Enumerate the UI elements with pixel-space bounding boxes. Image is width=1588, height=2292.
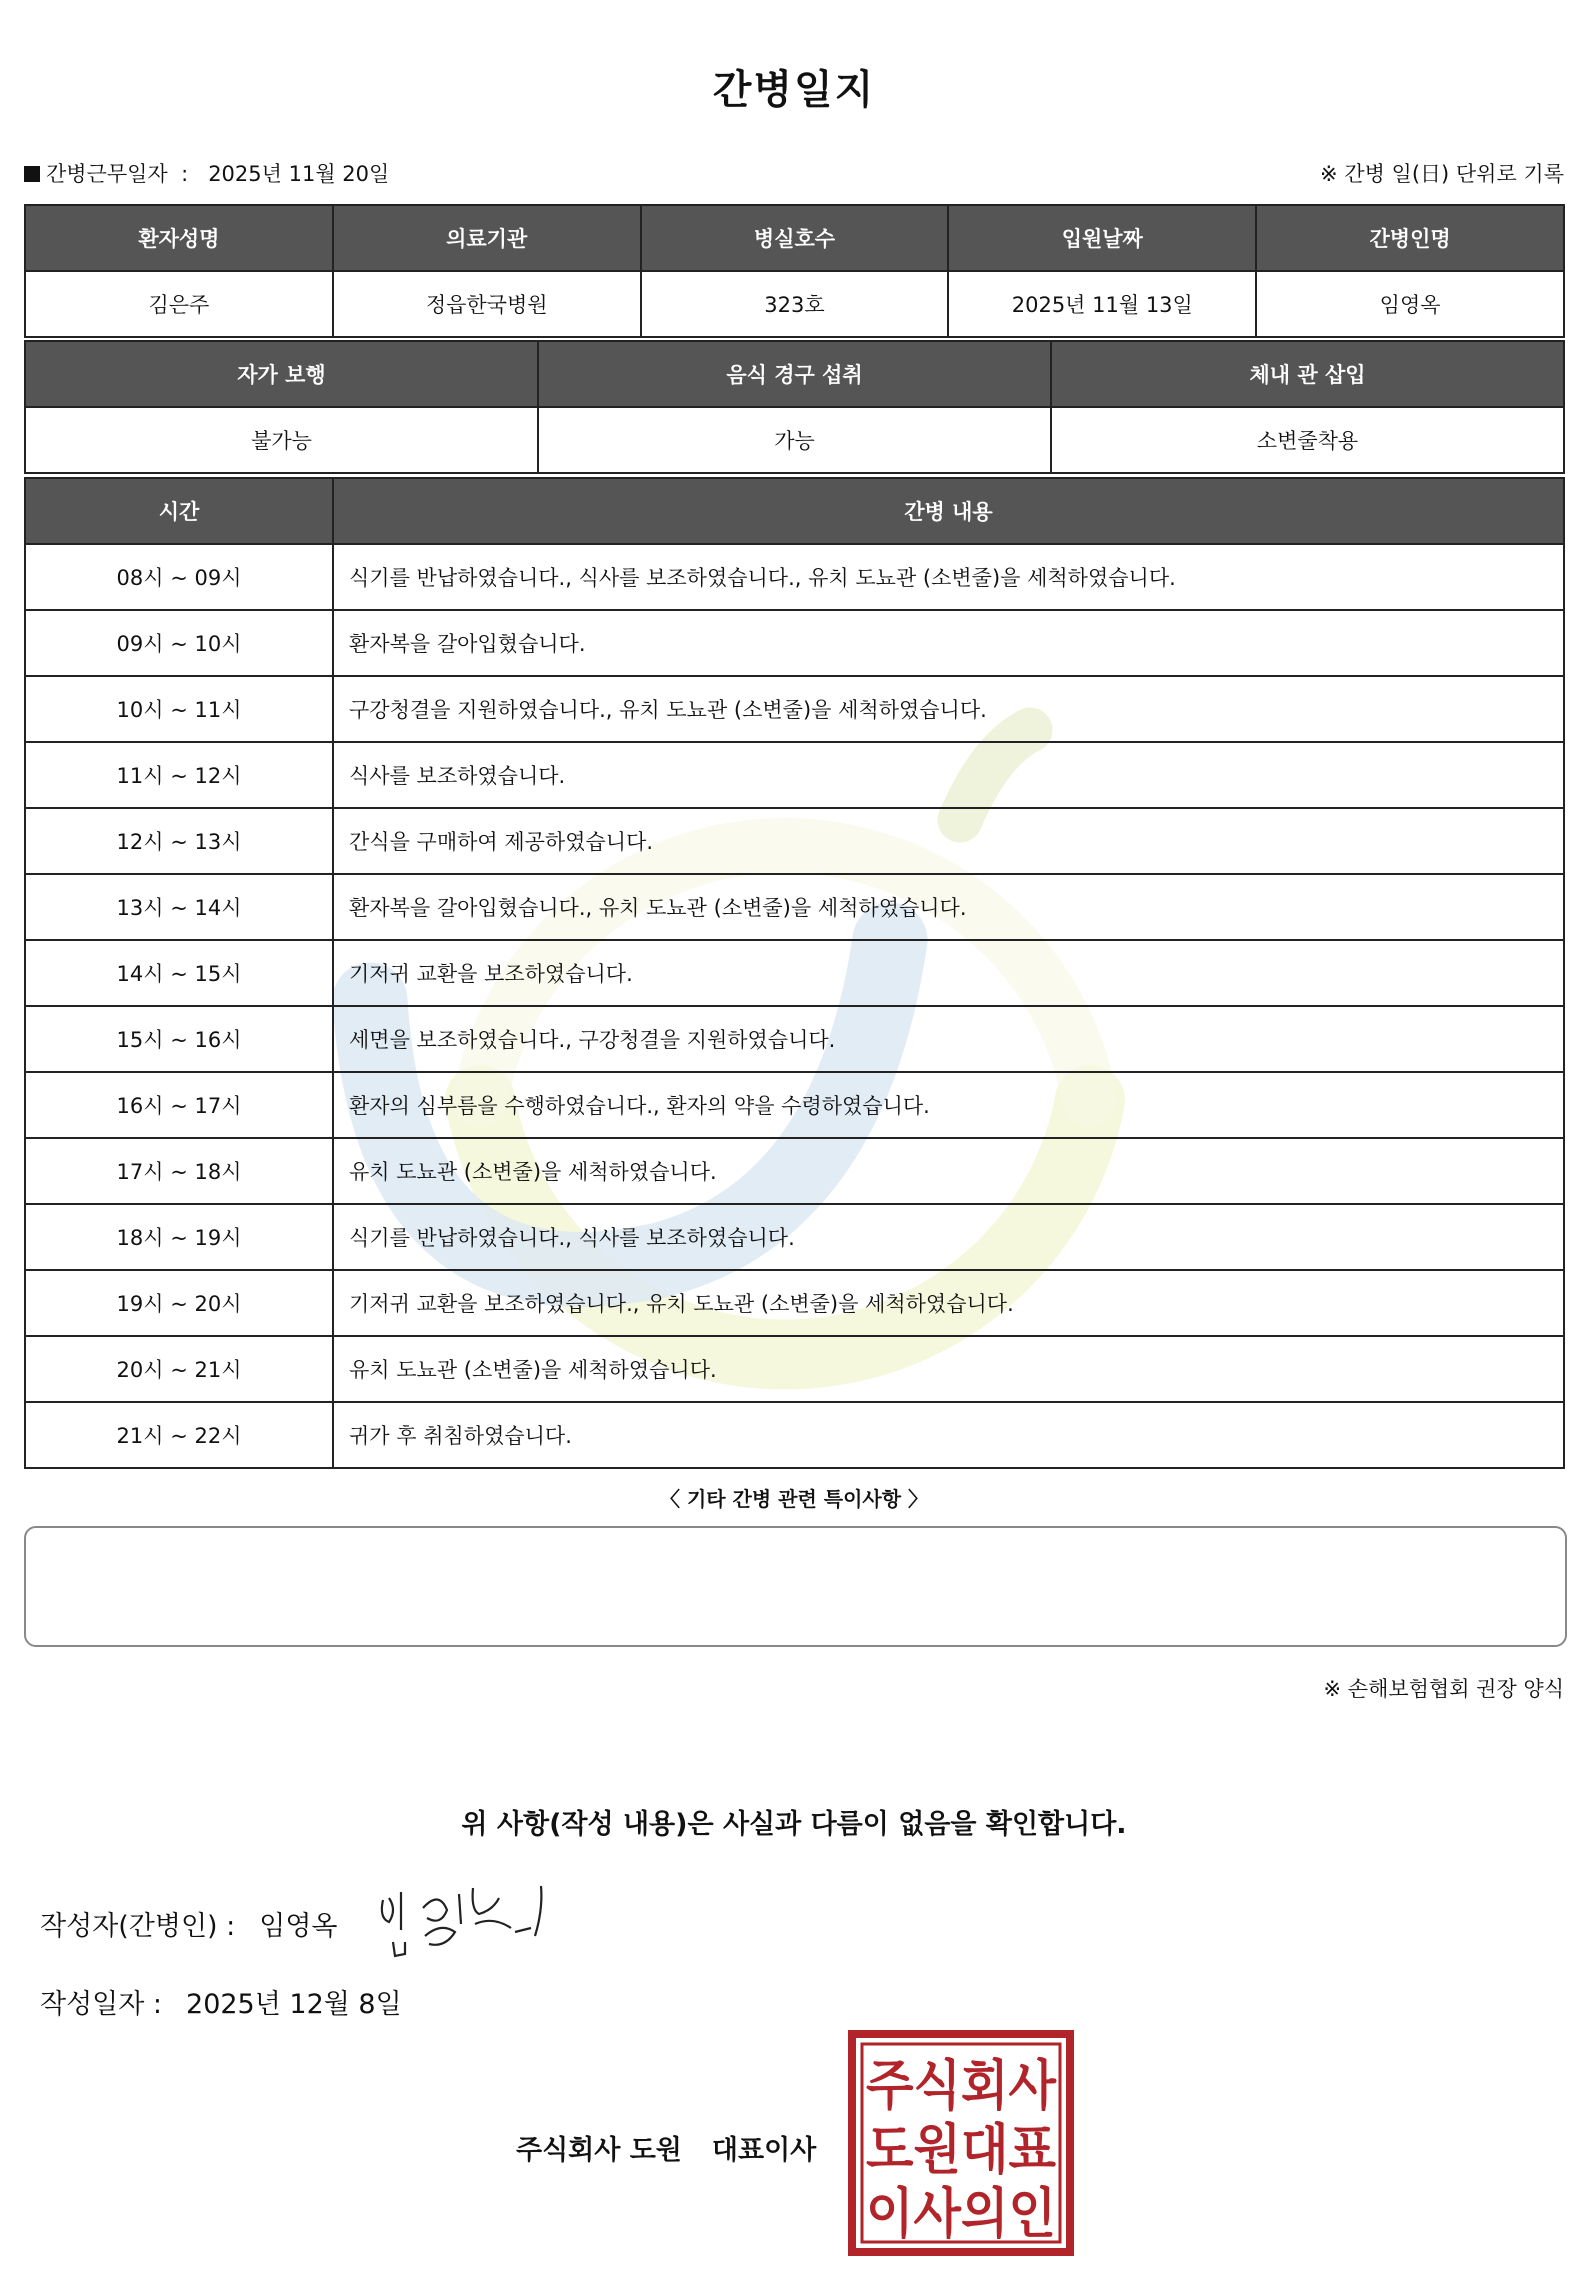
writer-name: 임영옥 — [259, 1911, 338, 1942]
log-header-row — [25, 478, 1564, 544]
log-time: 18시 ~ 19시 — [25, 1204, 333, 1270]
self-walking-value: 불가능 — [25, 407, 538, 473]
log-row — [25, 1204, 1564, 1270]
log-time: 14시 ~ 15시 — [25, 940, 333, 1006]
log-time: 16시 ~ 17시 — [25, 1072, 333, 1138]
log-content: 세면을 보조하였습니다., 구강청결을 지원하였습니다. — [333, 1006, 1564, 1072]
write-date-label: 작성일자 : — [40, 1989, 163, 2020]
log-time: 19시 ~ 20시 — [25, 1270, 333, 1336]
seal-text-line: 도원대표 — [866, 2118, 1056, 2181]
log-time: 09시 ~ 10시 — [25, 610, 333, 676]
write-date-line — [40, 1982, 402, 2021]
header-caregiver-name: 간병인명 — [1256, 205, 1564, 271]
header-room: 병실호수 — [641, 205, 949, 271]
header-time: 시간 — [25, 478, 333, 544]
remarks-box — [24, 1526, 1567, 1647]
remarks-title: 〈 기타 간병 관련 특이사항 〉 — [659, 1487, 928, 1511]
header-patient-name: 환자성명 — [25, 205, 333, 271]
log-row — [25, 676, 1564, 742]
log-row — [25, 808, 1564, 874]
log-time: 08시 ~ 09시 — [25, 544, 333, 610]
log-content: 간식을 구매하여 제공하였습니다. — [333, 808, 1564, 874]
tube-insertion-value: 소변줄착용 — [1051, 407, 1564, 473]
seal-text-line: 이사의인 — [866, 2182, 1056, 2245]
log-time: 13시 ~ 14시 — [25, 874, 333, 940]
log-content: 기저귀 교환을 보조하였습니다., 유치 도뇨관 (소변줄)을 세척하였습니다. — [333, 1270, 1564, 1336]
log-row — [25, 1402, 1564, 1468]
log-content: 식기를 반납하였습니다., 식사를 보조하였습니다. — [333, 1204, 1564, 1270]
log-time: 11시 ~ 12시 — [25, 742, 333, 808]
company-line — [516, 2128, 816, 2167]
hospital-name: 정읍한국병원 — [333, 271, 641, 337]
log-content: 유치 도뇨관 (소변줄)을 세척하였습니다. — [333, 1336, 1564, 1402]
writer-label: 작성자(간병인) : — [40, 1911, 236, 1942]
form-note: ※ 손해보험협회 권장 양식 — [1323, 1677, 1564, 1701]
log-row — [25, 1336, 1564, 1402]
work-date-value: 2025년 11월 20일 — [208, 162, 390, 186]
log-content: 환자복을 갈아입혔습니다., 유치 도뇨관 (소변줄)을 세척하였습니다. — [333, 874, 1564, 940]
confirmation-statement: 위 사항(작성 내용)은 사실과 다름이 없음을 확인합니다. — [461, 1809, 1127, 1840]
log-time: 17시 ~ 18시 — [25, 1138, 333, 1204]
log-content: 환자의 심부름을 수행하였습니다., 환자의 약을 수령하였습니다. — [333, 1072, 1564, 1138]
patient-status-table — [24, 340, 1565, 474]
patient-value-row — [25, 271, 1564, 337]
log-time: 20시 ~ 21시 — [25, 1336, 333, 1402]
log-content: 귀가 후 취침하였습니다. — [333, 1402, 1564, 1468]
log-content: 식기를 반납하였습니다., 식사를 보조하였습니다., 유치 도뇨관 (소변줄)을 세척하였습니다. — [333, 544, 1564, 610]
handwritten-signature — [375, 1870, 555, 1970]
patient-header-row — [25, 205, 1564, 271]
header-oral-intake: 음식 경구 섭취 — [538, 341, 1051, 407]
unit-note: ※ 간병 일(日) 단위로 기록 — [1320, 162, 1564, 186]
header-self-walking: 자가 보행 — [25, 341, 538, 407]
patient-name: 김은주 — [25, 271, 333, 337]
log-content: 환자복을 갈아입혔습니다. — [333, 610, 1564, 676]
log-content: 유치 도뇨관 (소변줄)을 세척하였습니다. — [333, 1138, 1564, 1204]
log-row — [25, 544, 1564, 610]
log-content: 기저귀 교환을 보조하였습니다. — [333, 940, 1564, 1006]
writer-line — [40, 1904, 338, 1943]
caregiver-name: 임영옥 — [1256, 271, 1564, 337]
log-row — [25, 1072, 1564, 1138]
header-hospital: 의료기관 — [333, 205, 641, 271]
status-value-row — [25, 407, 1564, 473]
log-time: 10시 ~ 11시 — [25, 676, 333, 742]
work-date-separator: : — [181, 162, 189, 186]
log-content: 식사를 보조하였습니다. — [333, 742, 1564, 808]
header-care-content: 간병 내용 — [333, 478, 1564, 544]
page-title: 간병일지 — [712, 67, 876, 113]
oral-intake-value: 가능 — [538, 407, 1051, 473]
log-row — [25, 610, 1564, 676]
room-number: 323호 — [641, 271, 949, 337]
log-time: 12시 ~ 13시 — [25, 808, 333, 874]
admission-date: 2025년 11월 13일 — [948, 271, 1256, 337]
square-bullet-icon — [24, 166, 40, 182]
header-admission-date: 입원날짜 — [948, 205, 1256, 271]
patient-info-table — [24, 204, 1565, 338]
log-row — [25, 1270, 1564, 1336]
status-header-row — [25, 341, 1564, 407]
work-date-line — [24, 158, 389, 188]
seal-text-line: 주식회사 — [866, 2054, 1057, 2117]
header-tube-insertion: 체내 관 삽입 — [1051, 341, 1564, 407]
company-name: 주식회사 도원 — [516, 2135, 682, 2166]
log-content: 구강청결을 지원하였습니다., 유치 도뇨관 (소변줄)을 세척하였습니다. — [333, 676, 1564, 742]
log-time: 15시 ~ 16시 — [25, 1006, 333, 1072]
log-row — [25, 874, 1564, 940]
work-date-label: 간병근무일자 — [46, 162, 168, 186]
care-log-table — [24, 477, 1565, 1469]
write-date-value: 2025년 12월 8일 — [186, 1989, 402, 2020]
log-time: 21시 ~ 22시 — [25, 1402, 333, 1468]
company-seal-stamp — [848, 2030, 1074, 2256]
ceo-title: 대표이사 — [711, 2135, 817, 2166]
log-row — [25, 1138, 1564, 1204]
log-row — [25, 742, 1564, 808]
log-row — [25, 940, 1564, 1006]
log-row — [25, 1006, 1564, 1072]
